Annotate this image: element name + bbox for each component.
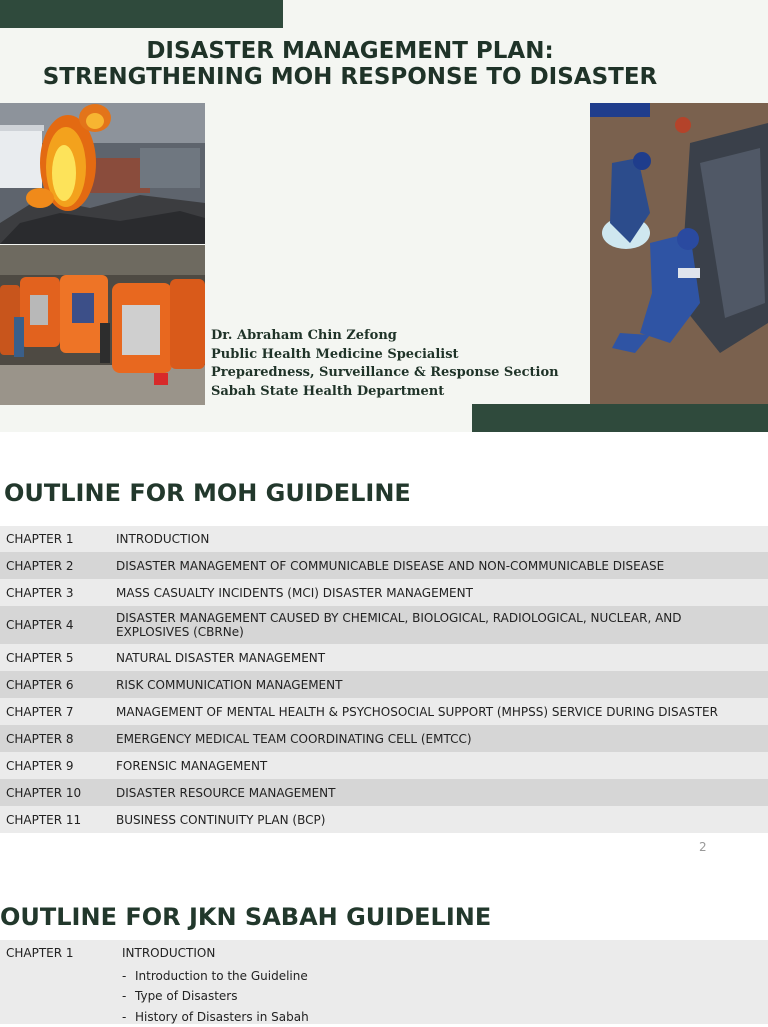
moh-outline-slide <box>0 432 768 862</box>
author-section: Preparedness, Surveillance & Response Section <box>211 365 559 380</box>
slide-title <box>0 38 700 90</box>
jkn-outline-heading: OUTLINE FOR JKN SABAH GUIDELINE <box>0 903 492 931</box>
chapter-number: CHAPTER 1 <box>6 946 74 960</box>
chapter-number: CHAPTER 4 <box>6 618 74 632</box>
chapter-number: CHAPTER 11 <box>6 812 82 827</box>
table-row <box>0 779 768 806</box>
table-row <box>0 579 768 606</box>
table-row <box>0 552 768 579</box>
author-department: Sabah State Health Department <box>211 383 445 399</box>
list-item-text: Type of Disasters <box>135 989 238 1004</box>
chapter-title: DISASTER MANAGEMENT OF COMMUNICABLE DISEASE AND NON-COMMUNICABLE DISEASE <box>116 558 665 573</box>
list-item-text: History of Disasters in Sabah <box>135 1009 309 1024</box>
chapter-title: DISASTER MANAGEMENT CAUSED BY CHEMICAL, BIOLOGICAL, RADIOLOGICAL, NUCLEAR, AND EXPLOSIVES (CBRNe) <box>116 611 682 639</box>
chapter-title: DISASTER RESOURCE MANAGEMENT <box>116 785 336 800</box>
chapter-title: BUSINESS CONTINUITY PLAN (BCP) <box>116 812 326 827</box>
author-name: Dr. Abraham Chin Zefong <box>211 328 397 343</box>
table-row <box>0 526 768 552</box>
chapter-number: CHAPTER 6 <box>6 677 74 692</box>
slide-title-line-1: DISASTER MANAGEMENT PLAN: <box>146 38 554 64</box>
chapter-number: CHAPTER 9 <box>6 758 74 773</box>
evacuation-tents-photo <box>0 245 205 405</box>
chapter-number: CHAPTER 3 <box>6 585 74 600</box>
table-row <box>0 806 768 833</box>
list-item-text: Introduction to the Guideline <box>135 969 308 983</box>
chapter-title: INTRODUCTION <box>116 532 210 546</box>
moh-outline-heading: OUTLINE FOR MOH GUIDELINE <box>4 479 411 507</box>
chapter-number: CHAPTER 10 <box>6 785 82 800</box>
chapter-subitems <box>122 966 309 1027</box>
table-row <box>0 725 768 752</box>
top-accent-bar <box>0 0 283 28</box>
list-item: - Type of Disasters <box>122 989 238 1004</box>
table-row <box>0 671 768 698</box>
page-number: 2 <box>699 840 707 854</box>
table-row <box>0 606 768 644</box>
chapter-number: CHAPTER 1 <box>6 532 74 546</box>
chapter-title: RISK COMMUNICATION MANAGEMENT <box>116 677 343 692</box>
chapter-title: INTRODUCTION <box>122 946 216 960</box>
chapter-title: MANAGEMENT OF MENTAL HEALTH & PSYCHOSOCIAL SUPPORT (MHPSS) SERVICE DURING DISASTER <box>116 704 718 719</box>
moh-chapter-table <box>0 526 768 833</box>
author-block <box>211 327 559 401</box>
bottom-accent-bar <box>472 404 768 432</box>
chapter-number: CHAPTER 8 <box>6 731 74 746</box>
jkn-chapter-table <box>0 940 768 1024</box>
list-item: - Introduction to the Guideline <box>122 969 308 983</box>
chapter-number: CHAPTER 2 <box>6 558 74 573</box>
jkn-sabah-outline-slide <box>0 862 768 1024</box>
author-role: Public Health Medicine Specialist <box>211 346 459 362</box>
slide-title-line-2: STRENGTHENING MOH RESPONSE TO DISASTER <box>42 64 658 90</box>
chapter-number: CHAPTER 5 <box>6 650 74 665</box>
table-row <box>0 752 768 779</box>
chapter-title: EMERGENCY MEDICAL TEAM COORDINATING CELL (EMTCC) <box>116 731 472 746</box>
table-row <box>0 644 768 671</box>
chapter-number: CHAPTER 7 <box>6 704 74 719</box>
fire-photo <box>0 103 205 244</box>
chapter-title: FORENSIC MANAGEMENT <box>116 758 268 773</box>
table-row <box>0 698 768 725</box>
list-item: - History of Disasters in Sabah <box>122 1009 309 1024</box>
rescue-operation-photo <box>590 103 768 405</box>
chapter-title: NATURAL DISASTER MANAGEMENT <box>116 650 326 665</box>
chapter-title: MASS CASUALTY INCIDENTS (MCI) DISASTER MANAGEMENT <box>116 585 473 600</box>
title-slide <box>0 0 768 432</box>
